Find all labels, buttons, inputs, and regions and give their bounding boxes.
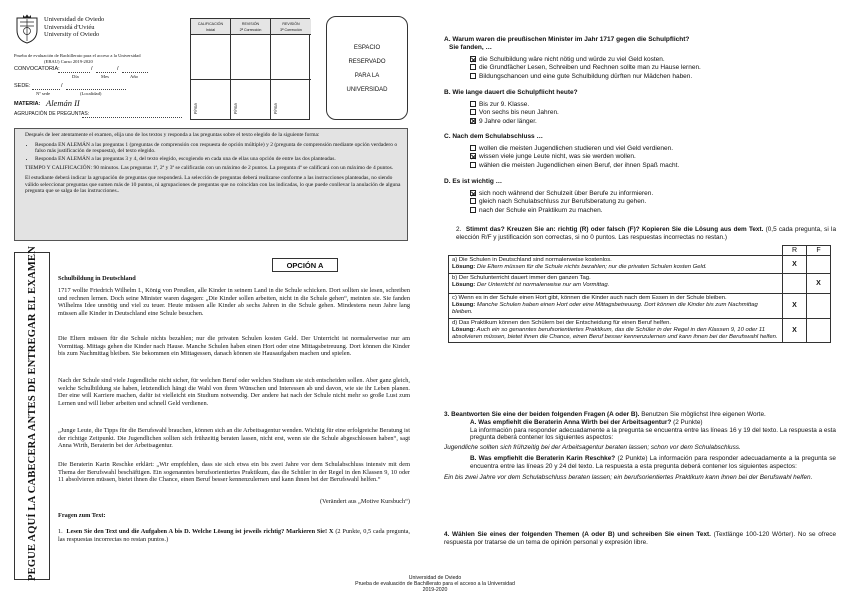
row-a-r-cell[interactable]: X — [783, 256, 807, 273]
text-paragraph-4: „Junge Leute, die Tipps für die Berufswahl brauchen, können sich an die Arbeitsagentur wenden. Wichtig für eine erfolgreiche Beratung ist der richtige Zeitpunkt. Die Jugendlichen sollten sich frühzeitig beraten lassen, nicht erst, wenn sie die Schule abgeschlossen haben“, sagt Anna Wirth, Beraterin bei der Arbeitsagentur. — [58, 427, 410, 450]
text-paragraph-2: Die Eltern müssen für die Schule nichts bezahlen; nur die privaten Schulen kosten Geld. Der Unterricht ist normalerweise nur am Vormittag. Mittags gehen die Kinder nach Hause. Manche Schulen haben einen Hort oder eine Mittagsbetreuung. Dort können die Kinder bis zum Nachmittag bleiben. Sie bekommen ein Mittagessen, danach können sie Hausaufgaben machen und spielen. — [58, 335, 410, 358]
mc-a-option-3[interactable]: Bildungschancen und eine gute Schulbildung dürften nur Mädchen haben. — [470, 73, 701, 81]
firma-label-3: Firma — [273, 103, 278, 114]
month-caption: Mes — [101, 74, 109, 79]
mc-options-b — [470, 101, 559, 126]
mc-d-option-2[interactable]: gleich nach Schulabschluss zur Berufsberatung zu gehen. — [470, 198, 653, 206]
side-strip-text: PEGUE AQUÍ LA CABECERA ANTES DE ENTREGAR EL EXAMEN — [27, 246, 38, 581]
mc-question-d: D. Es ist wichtig … — [444, 178, 503, 185]
table-row: c) Wenn es in der Schule einen Hort gibt, können die Kinder auch nach dem Essen in der Schule bleiben. Lösung: Manche Schulen haben einen Hort oder eine Mittagsbetreuung. Dort können die Kinder bis zum Nachmittag bleiben. X — [449, 294, 831, 319]
mc-a-option-1[interactable]: die Schulbildung wäre nicht nötig und würde zu viel Geld kosten. — [470, 56, 701, 64]
fragen-heading: Fragen zum Text: — [58, 512, 106, 519]
materia-value: Alemán II — [46, 98, 80, 108]
grade-header-initial: CALIFICACIÓN Inicial — [191, 19, 231, 35]
mc-options-d — [470, 190, 653, 215]
checkbox-icon[interactable] — [470, 207, 476, 213]
mc-options-a — [470, 56, 701, 81]
agrupacion-field[interactable] — [82, 117, 182, 118]
grade-header-third: REVISIÓN 3ª Corrección — [271, 19, 311, 35]
checkbox-icon[interactable] — [470, 145, 476, 151]
convocatoria-year-field[interactable] — [122, 72, 148, 73]
header-paste-strip — [14, 246, 50, 581]
row-b-f-cell[interactable]: X — [807, 273, 831, 293]
firma-label-2: Firma — [233, 103, 238, 114]
reserved-space-box: ESPACIO RESERVADO PARA LA UNIVERSIDAD — [326, 16, 408, 120]
row-a-f-cell[interactable] — [807, 256, 831, 273]
col-r-header: R — [783, 246, 807, 256]
checkbox-checked-icon[interactable] — [470, 56, 476, 62]
mc-question-c: C. Nach dem Schulabschluss … — [444, 133, 543, 140]
row-c-r-cell[interactable]: X — [783, 294, 807, 319]
year-caption: Año — [130, 74, 138, 79]
grading-table — [190, 18, 310, 120]
text-source: (Verändert aus „Motive Kursbuch“) — [319, 498, 410, 505]
mc-options-c — [470, 145, 679, 170]
row-b-r-cell[interactable] — [783, 273, 807, 293]
page-footer: Universidad de Oviedo Prueba de evaluación de Bachillerato para el acceso a la Universidad 2019-2020 — [355, 575, 515, 594]
option-label: OPCIÓN A — [272, 258, 338, 272]
sede-number-caption: Nº sede — [36, 91, 51, 96]
question-1: 1. Lesen Sie den Text und die Aufgaben A bis D. Welche Lösung ist jeweils richtig? Markieren Sie! X (2 Punkte, 0,5 cada pregunta, las respuestas incorrectas no restan puntos.) — [58, 528, 410, 543]
mc-a-option-2[interactable]: die Grundfächer Lesen, Schreiben und Rechnen sollte man zu Hause lernen. — [470, 64, 701, 72]
exam-title: Prueba de evaluación de Bachillerato para el acceso a la Universidad (EBAU) Curso 2019-2020 — [14, 53, 141, 64]
mc-b-option-1[interactable]: Bis zur 9. Klasse. — [470, 101, 559, 109]
row-d-r-cell[interactable]: X — [783, 318, 807, 343]
checkbox-icon[interactable] — [470, 73, 476, 79]
mc-d-option-3[interactable]: nach der Schule ein Praktikum zu machen. — [470, 207, 653, 215]
mc-c-option-1[interactable]: wollen die meisten Jugendlichen studieren und viel Geld verdienen. — [470, 145, 679, 153]
text-title: Schulbildung in Deutschland — [58, 275, 136, 282]
text-paragraph-1: 1717 wollte Friedrich Wilhelm I., König von Preußen, alle Kinder in seinem Land in die Schule schicken. Dort sollten sie lesen, schreiben und rechnen lernen. Doch seine Minister waren dagegen: „Die Kinder sollen arbeiten, nicht in die Schule gehen“, meinten sie. Sie fanden Wilhelms Idee unnötig und viel zu teuer. Heute müssen alle Kinder ab sechs Jahren in die Schule gehen. Mindestens neun Jahre lang müssen alle Kinder in Deutschland eine Schule besuchen. — [58, 287, 410, 318]
table-row: b) Der Schulunterricht dauert immer den ganzen Tag. Lösung: Der Unterricht ist normalerweise nur am Vormittag. X — [449, 273, 831, 293]
convocatoria-day-field[interactable] — [58, 72, 90, 73]
mc-c-option-2[interactable]: wissen viele junge Leute nicht, was sie werden wollen. — [470, 153, 679, 161]
sede-label: SEDE: — [14, 83, 31, 89]
checkbox-checked-icon[interactable] — [470, 190, 476, 196]
mc-b-option-3[interactable]: 9 Jahre oder länger. — [470, 118, 559, 126]
day-caption: Día — [72, 74, 79, 79]
question-2: 2. Stimmt das? Kreuzen Sie an: richtig (R) oder falsch (F)? Kopieren Sie die Lösung aus dem Text. (0,5 cada pregunta, si la elección R/F y justificación son correctas, si no 0 puntos. Las respuestas incorrectas no restan.) — [456, 226, 836, 241]
question-4: 4. Wählen Sie eines der folgenden Themen (A oder B) und schreiben Sie einen Text. (Textlänge 100-120 Wörter). No se ofrece respuesta por tratarse de un tema de opinión personal y expresión libre. — [444, 531, 837, 546]
materia-label: MATERIA: — [14, 101, 41, 107]
table-row: a) Die Schulen in Deutschland sind normalerweise kostenlos. Lösung: Die Eltern müssen für die Schule nichts bezahlen; nur die privaten Schulen kosten Geld. X — [449, 256, 831, 273]
checkbox-icon[interactable] — [470, 64, 476, 70]
true-false-table — [448, 245, 831, 343]
sede-location-caption: (Localidad) — [80, 91, 102, 96]
sede-location-field[interactable] — [66, 89, 126, 90]
checkbox-checked-icon[interactable] — [470, 118, 476, 124]
question-3: 3. Beantworten Sie eine der beiden folgenden Fragen (A oder B). Benutzen Sie möglichst Ihre eigenen Worte. A. Was empfiehlt die Beraterin Anna Wirth bei der Arbeitsagentur? (2 Punkte) La información para responder adecuadamente a la pregunta se encuentra entre las líneas 16 y 19 del texto. La respuesta a esta pregunta deberá contener los siguientes aspectos: Jugendliche sollten sich frühzeitig bei der Arbeitsagentur beraten lassen; schon vor dem Schulabschluss. B. Was empfiehlt die Beraterin Karin Reschke? (2 Punkte) La información para responder adecuadamente a la pregunta se encuentra entre las líneas 20 y 24 del texto. La respuesta a esta pregunta deberá contener los siguientes aspectos: Ein bis zwei Jahre vor dem Schulabschluss beraten lassen; ein berufsorientiertes Praktikum kann ihnen bei der Berufswahl helfen. — [444, 411, 836, 481]
university-name: Universidad de Oviedo Universidá d'Uviéu University of Oviedo — [44, 16, 105, 38]
text-paragraph-3: Nach der Schule sind viele Jugendliche nicht sicher, für welchen Beruf oder welches Studium sie sich entscheiden sollen. Aber ganz gleich, welche Schulbildung sie haben, letztendlich hängt die Wahl von ihren Wünschen und Interessen ab und davon, wie sie ihr Leben planen. Der eine will Karriere machen, dafür ist vielleicht ein Studium notwendig. Der andere hat nach der Schule nicht mehr so große Lust zum Lernen und will lieber arbeiten und schnell Geld verdienen. — [58, 377, 410, 408]
instructions-box: Después de leer atentamente el examen, elija uno de los textos y responda a las preguntas sobre el texto elegido de la siguiente forma: • Responda EN ALEMÁN a las preguntas 1 (preguntas de comprensión con respuesta de opción múltiple) y 2 (pregunta de comprensión mediante opción verdadero o falso más justificación de respuesta), del texto elegido. • Responda EN ALEMÁN a las preguntas 3 y 4, del texto elegido, escogiendo en cada una de ellas una opción de entre las dos planteadas. TIEMPO Y CALIFICACIÓN: 90 minutos. Las preguntas 1ª, 2ª y 3ª se calificarán con un máximo de 2 puntos. La pregunta 4ª se calificará con un máximo de 4 puntos. El estudiante deberá indicar la agrupación de preguntas que responderá. La selección de preguntas deberá realizarse conforme a las instrucciones planteadas, no siendo válido seleccionar preguntas que sumen más de 10 puntos, ni agrupaciones de preguntas que no coincidan con las indicadas, lo que puede conllevar la anulación de alguna pregunta que se salga de las instrucciones.. — [14, 128, 408, 241]
mc-b-option-2[interactable]: Von sechs bis neun Jahren. — [470, 109, 559, 117]
sede-number-field[interactable] — [32, 89, 60, 90]
mc-question-b: B. Wie lange dauert die Schulpflicht heute? — [444, 89, 578, 96]
checkbox-icon[interactable] — [470, 162, 476, 168]
checkbox-icon[interactable] — [470, 101, 476, 107]
mc-question-a: A. Warum waren die preußischen Minister im Jahr 1717 gegen die Schulpflicht? Sie fanden, … — [444, 36, 690, 51]
agrupacion-label: AGRUPACIÓN DE PREGUNTAS: — [14, 111, 90, 117]
col-f-header: F — [807, 246, 831, 256]
text-paragraph-5: Die Beraterin Karin Reschke erklärt: „Wir empfehlen, dass sie sich etwa ein bis zwei Jahre vor dem Schulabschluss intensiv mit dem Thema der Berufswahl beschäftigen. Ein sogenanntes berufsorientiertes Praktikum, das die Schüler in der Regel in den Klassen 9, 10 oder 11 absolvieren müssen, bietet ihnen die Chance, einen Beruf besser kennenzulernen und kann ihnen bei der Berufswahl helfen.“ — [58, 461, 410, 484]
row-c-f-cell[interactable] — [807, 294, 831, 319]
grade-header-second: REVISIÓN 2ª Corrección — [231, 19, 271, 35]
checkbox-icon[interactable] — [470, 198, 476, 204]
checkbox-checked-icon[interactable] — [470, 153, 476, 159]
mc-c-option-3[interactable]: wählen die meisten Jugendlichen einen Beruf, der ihnen Spaß macht. — [470, 162, 679, 170]
checkbox-icon[interactable] — [470, 109, 476, 115]
row-d-f-cell[interactable] — [807, 318, 831, 343]
firma-label-1: Firma — [193, 103, 198, 114]
table-row: d) Das Praktikum können den Schülern bei der Entscheidung für einen Beruf helfen. Lösung: Auch ein so genanntes berufsorientiertes Praktikum, das die Schüler in der Regel in den Klassen 9, 10 oder 11 absolvieren müssen, bietet ihnen die Chance, einen Beruf besser kennenzulernen und kann ihnen bei der Berufswahl helfen. X — [449, 318, 831, 343]
mc-d-option-1[interactable]: sich noch während der Schulzeit über Berufe zu informieren. — [470, 190, 653, 198]
convocatoria-month-field[interactable] — [96, 72, 116, 73]
convocatoria-label: CONVOCATORIA: — [14, 66, 60, 72]
university-crest-icon — [14, 14, 40, 44]
